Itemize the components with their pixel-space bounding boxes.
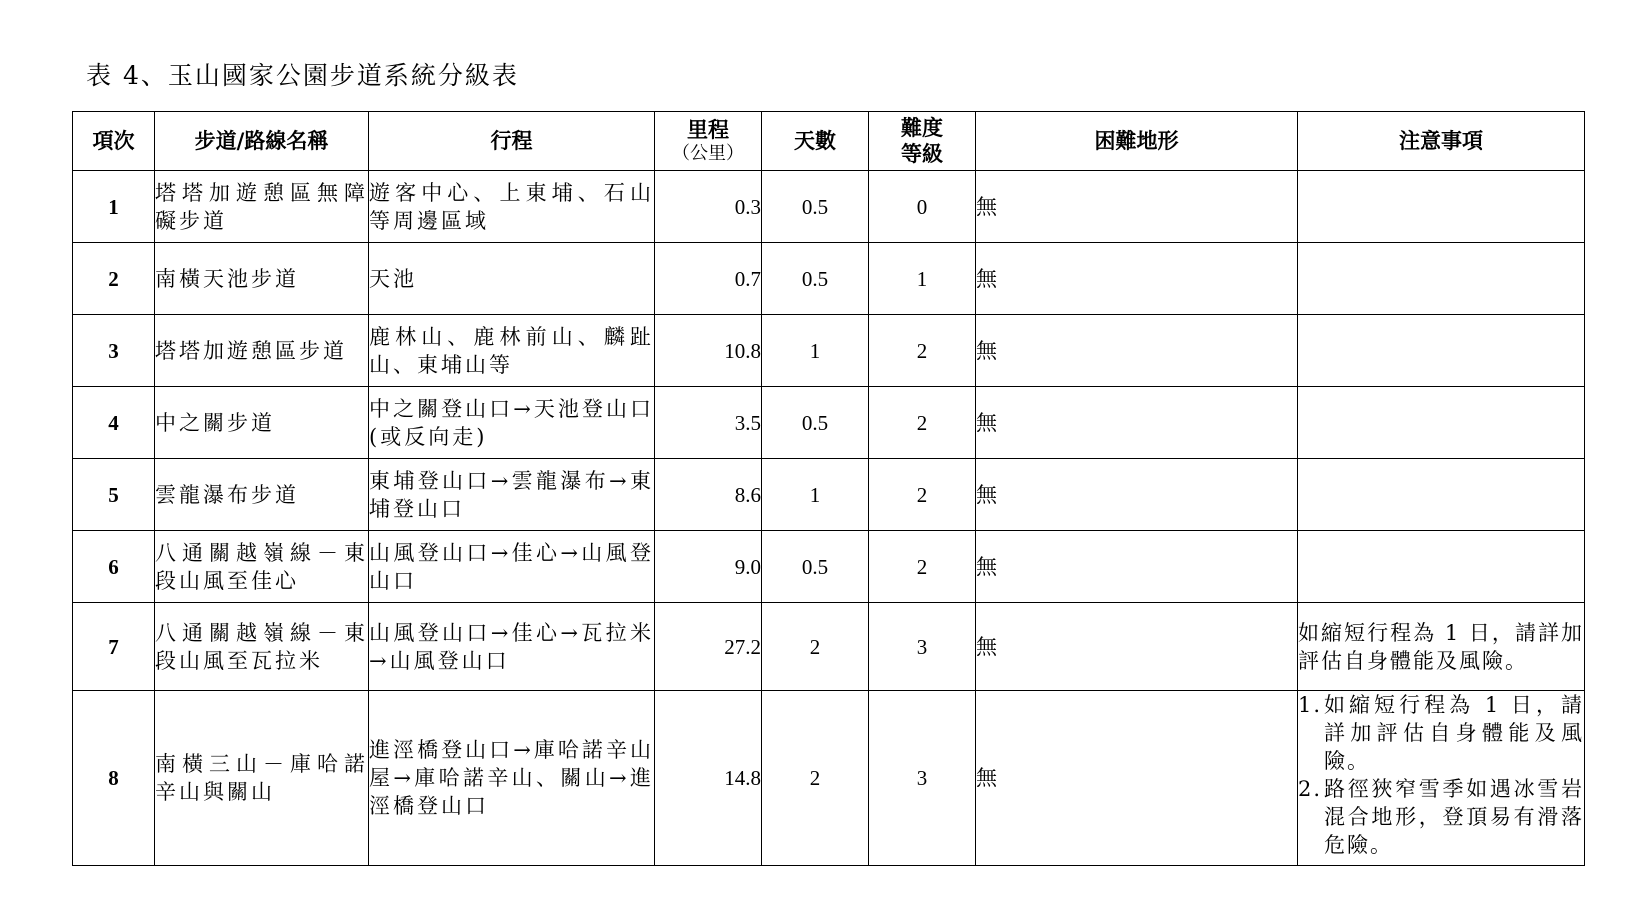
itinerary: 中之關登山口→天池登山口(或反向走) — [369, 387, 655, 459]
days: 2 — [762, 603, 869, 691]
note-marker: 2. — [1298, 777, 1323, 801]
table-title: 表 4、玉山國家公園步道系統分級表 — [86, 61, 519, 90]
itinerary: 進涇橋登山口→庫哈諾辛山屋→庫哈諾辛山、關山→進涇橋登山口 — [369, 691, 655, 866]
header-difficulty-line1: 難度 — [901, 115, 943, 140]
note-item — [1298, 775, 1584, 859]
difficulty-level: 3 — [869, 603, 976, 691]
header-distance-unit: （公里） — [672, 143, 744, 164]
itinerary: 山風登山口→佳心→山風登山口 — [369, 531, 655, 603]
note-item — [1298, 691, 1584, 775]
row-number: 6 — [73, 531, 155, 603]
difficulty-level: 0 — [869, 171, 976, 243]
days: 1 — [762, 459, 869, 531]
trail-name: 南橫三山－庫哈諾辛山與關山 — [155, 691, 369, 866]
row-number: 8 — [73, 691, 155, 866]
distance: 10.8 — [655, 315, 762, 387]
itinerary: 遊客中心、上東埔、石山等周邊區域 — [369, 171, 655, 243]
notes — [1298, 459, 1585, 531]
difficulty-level: 2 — [869, 459, 976, 531]
terrain: 無 — [976, 459, 1298, 531]
table-row — [73, 171, 1585, 243]
row-number: 1 — [73, 171, 155, 243]
header-difficulty-line2: 等級 — [901, 141, 943, 166]
terrain: 無 — [976, 315, 1298, 387]
table-row — [73, 243, 1585, 315]
distance: 0.3 — [655, 171, 762, 243]
header-itinerary: 行程 — [369, 112, 655, 171]
itinerary: 山風登山口→佳心→瓦拉米→山風登山口 — [369, 603, 655, 691]
distance: 0.7 — [655, 243, 762, 315]
trail-name: 塔塔加遊憩區無障礙步道 — [155, 171, 369, 243]
distance: 14.8 — [655, 691, 762, 866]
note-marker: 1. — [1298, 693, 1323, 717]
header-days: 天數 — [762, 112, 869, 171]
note-text: 如縮短行程為 1 日，請詳加評估自身體能及風險。 — [1324, 693, 1584, 773]
distance: 3.5 — [655, 387, 762, 459]
itinerary: 天池 — [369, 243, 655, 315]
row-number: 5 — [73, 459, 155, 531]
header-distance — [655, 112, 762, 171]
header-notes: 注意事項 — [1298, 112, 1585, 171]
difficulty-level: 1 — [869, 243, 976, 315]
notes — [1298, 387, 1585, 459]
row-number: 4 — [73, 387, 155, 459]
terrain: 無 — [976, 603, 1298, 691]
table-row — [73, 459, 1585, 531]
notes-list — [1298, 691, 1584, 859]
table-row — [73, 603, 1585, 691]
days: 0.5 — [762, 531, 869, 603]
days: 0.5 — [762, 387, 869, 459]
notes — [1298, 531, 1585, 603]
notes — [1298, 171, 1585, 243]
days: 1 — [762, 315, 869, 387]
header-row — [73, 112, 1585, 171]
difficulty-level: 2 — [869, 387, 976, 459]
notes — [1298, 691, 1585, 866]
header-item: 項次 — [73, 112, 155, 171]
days: 0.5 — [762, 171, 869, 243]
note-text: 路徑狹窄雪季如遇冰雪岩混合地形，登頂易有滑落危險。 — [1324, 777, 1584, 857]
row-number: 3 — [73, 315, 155, 387]
trail-name: 塔塔加遊憩區步道 — [155, 315, 369, 387]
table-row — [73, 315, 1585, 387]
header-terrain: 困難地形 — [976, 112, 1298, 171]
trail-name: 中之關步道 — [155, 387, 369, 459]
terrain: 無 — [976, 387, 1298, 459]
row-number: 2 — [73, 243, 155, 315]
header-trail: 步道/路線名稱 — [155, 112, 369, 171]
trail-grading-table — [72, 111, 1585, 866]
table-row — [73, 387, 1585, 459]
distance: 27.2 — [655, 603, 762, 691]
difficulty-level: 2 — [869, 531, 976, 603]
table-row — [73, 531, 1585, 603]
terrain: 無 — [976, 171, 1298, 243]
distance: 8.6 — [655, 459, 762, 531]
terrain: 無 — [976, 691, 1298, 866]
notes — [1298, 315, 1585, 387]
table-row — [73, 691, 1585, 866]
days: 0.5 — [762, 243, 869, 315]
trail-name: 雲龍瀑布步道 — [155, 459, 369, 531]
trail-name: 八通關越嶺線－東段山風至瓦拉米 — [155, 603, 369, 691]
header-distance-label: 里程 — [687, 117, 729, 142]
row-number: 7 — [73, 603, 155, 691]
terrain: 無 — [976, 531, 1298, 603]
header-difficulty — [869, 112, 976, 171]
difficulty-level: 3 — [869, 691, 976, 866]
itinerary: 鹿林山、鹿林前山、麟趾山、東埔山等 — [369, 315, 655, 387]
days: 2 — [762, 691, 869, 866]
itinerary: 東埔登山口→雲龍瀑布→東埔登山口 — [369, 459, 655, 531]
trail-name: 八通關越嶺線－東段山風至佳心 — [155, 531, 369, 603]
notes: 如縮短行程為 1 日，請詳加評估自身體能及風險。 — [1298, 603, 1585, 691]
trail-name: 南橫天池步道 — [155, 243, 369, 315]
difficulty-level: 2 — [869, 315, 976, 387]
distance: 9.0 — [655, 531, 762, 603]
terrain: 無 — [976, 243, 1298, 315]
notes — [1298, 243, 1585, 315]
